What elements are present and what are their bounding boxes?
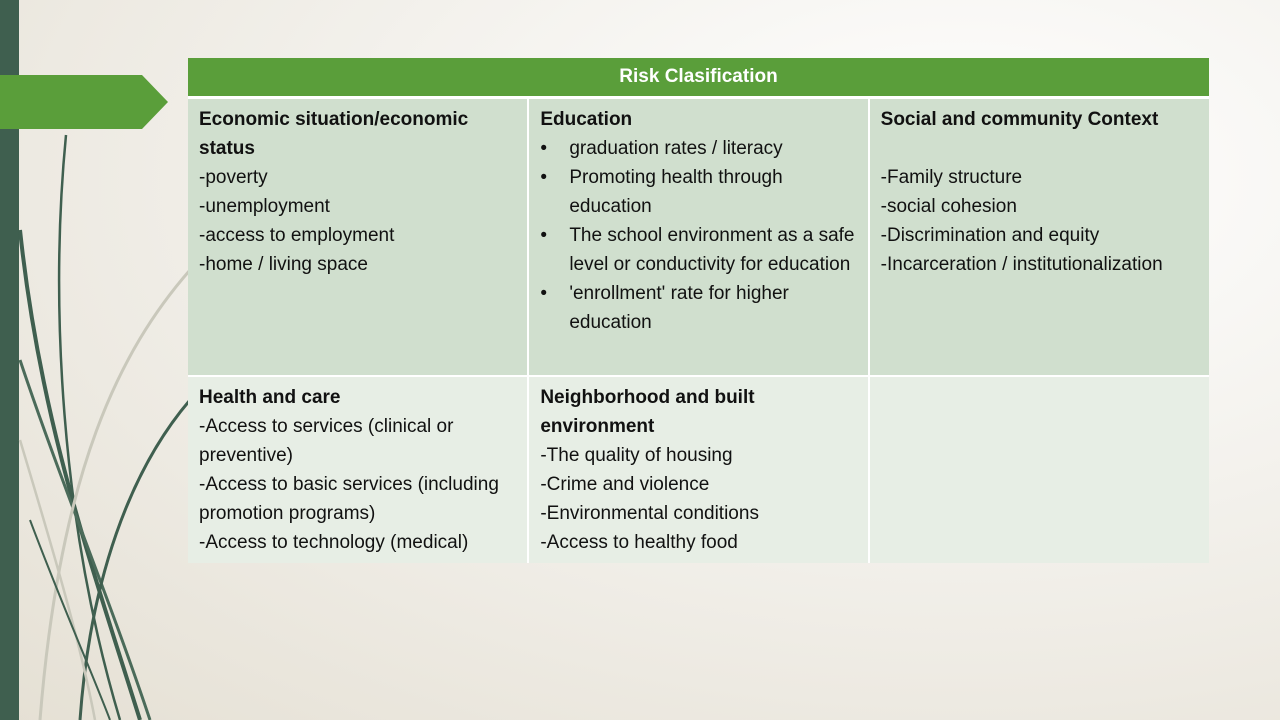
cell-economic — [188, 98, 528, 377]
list-item — [540, 163, 857, 221]
bullet-icon: • — [540, 283, 547, 304]
social-heading: Social and community Context — [880, 109, 1159, 130]
bullet-icon: • — [540, 225, 547, 246]
economic-heading: Economic situation/economic status — [199, 109, 469, 159]
social-item: -social cohesion — [880, 196, 1017, 217]
list-item — [540, 134, 857, 163]
cell-neighborhood — [528, 376, 868, 563]
education-bullet-list — [540, 134, 857, 337]
economic-item: -unemployment — [199, 196, 330, 217]
cell-empty — [869, 376, 1209, 563]
education-heading: Education — [540, 109, 633, 130]
neighborhood-item: -The quality of housing — [540, 445, 733, 466]
bullet-icon: • — [540, 138, 547, 159]
social-item: -Family structure — [880, 167, 1023, 188]
health-item: -Access to services (clinical or preventive) — [199, 416, 454, 466]
education-bullet-text: graduation rates / literacy — [569, 138, 783, 159]
bullet-icon: • — [540, 167, 547, 188]
blank-line — [881, 134, 1199, 163]
education-bullet-text: 'enrollment' rate for higher education — [569, 283, 789, 333]
list-item — [540, 279, 857, 337]
education-bullet-text: Promoting health through education — [569, 167, 783, 217]
social-item: -Incarceration / institutionalization — [880, 254, 1163, 275]
health-item: -Access to basic services (including promotion programs) — [199, 474, 499, 524]
cell-social — [869, 98, 1209, 377]
health-item: -Access to technology (medical) — [199, 532, 469, 553]
social-item: -Discrimination and equity — [880, 225, 1100, 246]
education-bullet-text: The school environment as a safe level or conductivity for education — [569, 225, 855, 275]
economic-item: -poverty — [199, 167, 268, 188]
table-title: Risk Clasification — [188, 58, 1209, 98]
list-item — [540, 221, 857, 279]
neighborhood-item: -Environmental conditions — [540, 503, 759, 524]
neighborhood-item: -Crime and violence — [540, 474, 710, 495]
economic-item: -home / living space — [199, 254, 368, 275]
neighborhood-heading: Neighborhood and built environment — [540, 387, 755, 437]
cell-health — [188, 376, 528, 563]
economic-item: -access to employment — [199, 225, 395, 246]
neighborhood-item: -Access to healthy food — [540, 532, 738, 553]
health-heading: Health and care — [199, 387, 341, 408]
table-row — [188, 98, 1209, 377]
green-arrow-tab — [0, 75, 170, 129]
table-row — [188, 376, 1209, 563]
cell-education — [528, 98, 868, 377]
risk-classification-table — [188, 58, 1209, 563]
